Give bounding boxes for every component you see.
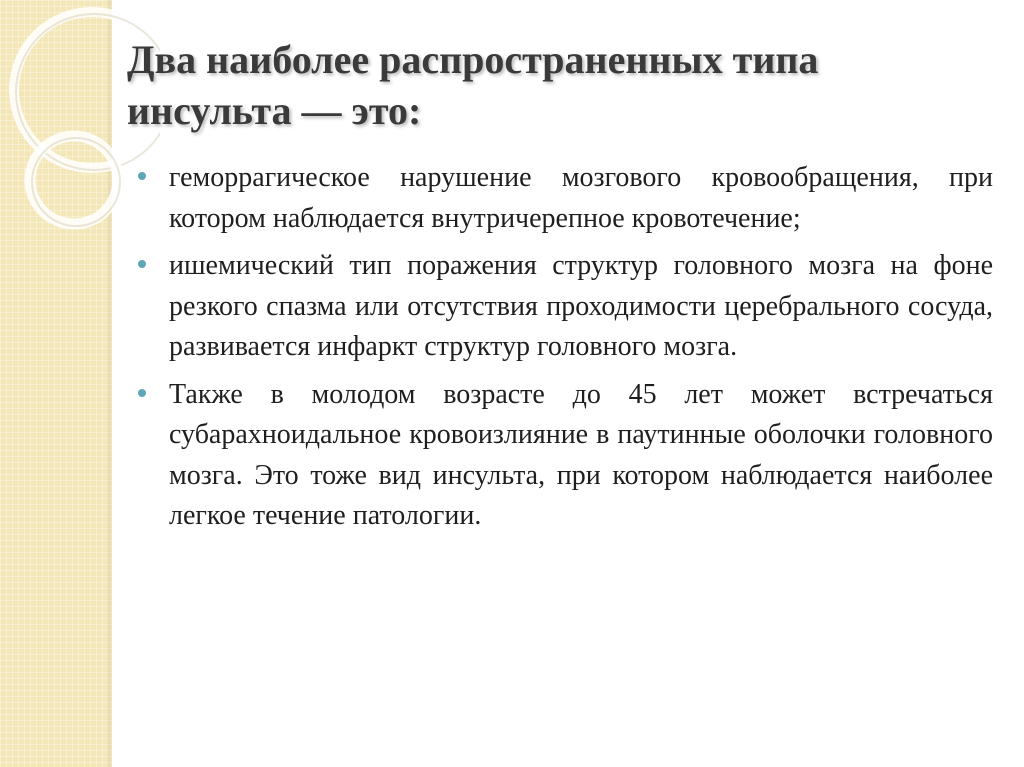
bullet-item-ischemic: [131, 246, 993, 368]
slide-title-line-1: Два наиболее распространенных типа: [127, 37, 819, 82]
bullet-text: Также в молодом возрасте до 45 лет может встречаться субарахноидальное кровоизлияние в паутинные оболочки головного мозга. Это тоже вид инсульта, при котором наблюдается наиболее легкое течение патологии.: [169, 378, 993, 531]
bullet-text: ишемический тип поражения структур головного мозга на фоне резкого спазма или отсутствия проходимости церебрального сосуда, развивается инфаркт структур головного мозга.: [169, 250, 993, 362]
slide-title-line-2: инсульта — это:: [127, 88, 422, 133]
slide-title: [127, 34, 997, 136]
bullet-dot-icon: [138, 172, 146, 180]
bullet-item-subarachnoid: [131, 375, 993, 537]
decorative-ring-small-shadow: [32, 138, 120, 226]
bullet-item-hemorrhagic: [131, 158, 993, 239]
bullet-list: [131, 158, 993, 544]
bullet-text: геморрагическое нарушение мозгового кровообращения, при котором наблюдается внутричерепное кровотечение;: [169, 162, 993, 234]
bullet-dot-icon: [138, 260, 146, 268]
bullet-dot-icon: [138, 389, 146, 397]
